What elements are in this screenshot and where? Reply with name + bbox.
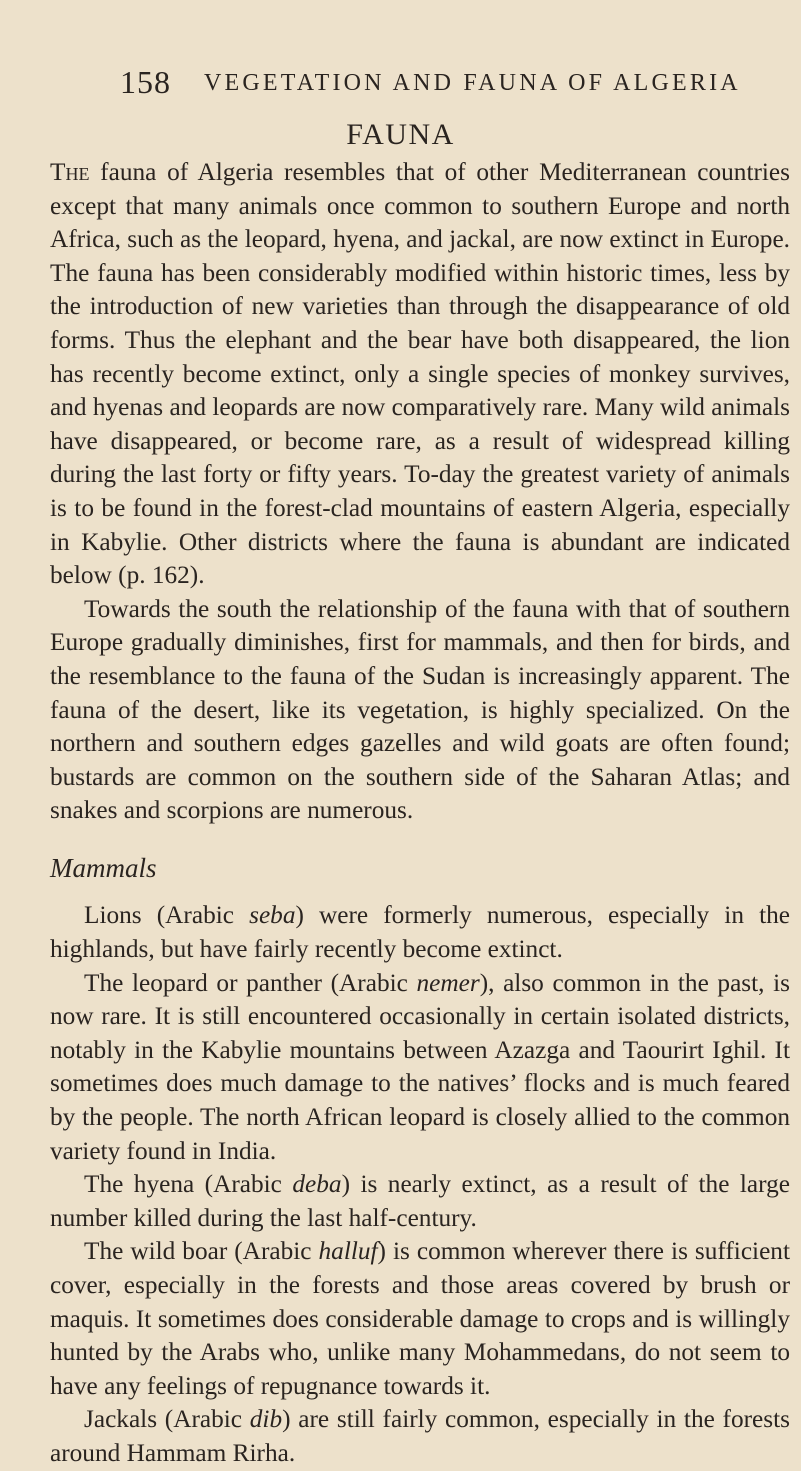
- paragraph-hyena: The hyena (Arabic deba) is nearly extinct, as a result of the large number killed during the last half-century.: [50, 1170, 790, 1232]
- paragraph-leopard: The leopard or panther (Arabic nemer), also common in the past, is now rare. It is still encountered occasionally in certain isolated districts, notably in the Kabylie mountains between Azazga and Taourirt Ighil. It sometimes does much damage to the natives’ flocks and is much feared by the people. The north African leopard is closely allied to the common variety found in India.: [50, 968, 790, 1165]
- page-number: 158: [120, 64, 171, 100]
- arabic-term: seba: [249, 901, 296, 930]
- arabic-term: deba: [292, 1170, 342, 1199]
- opening-word: The: [50, 158, 90, 186]
- intro-paragraph-2: Towards the south the relationship of the fauna with that of southern Europe gradually diminishes, first for mammals, and then for birds, and the resemblance to the fauna of the Sudan is increasingly apparent. The fauna of the desert, like its vegetation, is highly specialized. On the northern and southern edges gazelles and wild goats are often found; bustards are common on the southern side of the Saharan Atlas; and snakes and scorpions are numerous.: [50, 594, 790, 825]
- running-header: [120, 64, 791, 104]
- arabic-term: dib: [249, 1405, 283, 1434]
- body-text: [50, 156, 790, 1471]
- intro-paragraph-1-text: fauna of Algeria resembles that of other Mediterranean countries except that many animals once common to southern Europe and north Africa, such as the leopard, hyena, and jackal, are now extinct in Europe. The fauna has been considerably modified within historic times, less by the introduction of new varieties than through the disappearance of old forms. Thus the elephant and the bear have both disappeared, the lion has recently become extinct, only a single species of monkey survives, and hyenas and leopards are now comparatively rare. Many wild animals have disappeared, or become rare, as a result of widespread killing during the last forty or fifty years. To-day the greatest variety of animals is to be found in the forest-clad mountains of eastern Algeria, especially in Kabylie. Other districts where the fauna is abundant are indicated below (p. 162).: [50, 158, 790, 590]
- arabic-term: halluf: [318, 1237, 378, 1266]
- intro-paragraph-1: [50, 156, 790, 593]
- section-title: FAUNA: [346, 118, 455, 151]
- paragraph-jackals: Jackals (Arabic dib) are still fairly common, especially in the forests around Hammam Rirha.: [50, 1405, 790, 1467]
- running-title: VEGETATION AND FAUNA OF ALGERIA: [204, 70, 741, 96]
- paragraph-lions: Lions (Arabic seba) were formerly numerous, especially in the highlands, but have fairly recently become extinct.: [50, 901, 790, 964]
- arabic-term: nemer: [416, 968, 480, 997]
- mammals-heading: Mammals: [50, 852, 157, 883]
- paragraph-wild-boar: The wild boar (Arabic halluf) is common wherever there is sufficient cover, especially in the forests and those areas covered by brush or maquis. It sometimes does considerable damage to crops and is willingly hunted by the Arabs who, unlike many Mohammedans, do not seem to have any feelings of repugnance towards it.: [50, 1237, 790, 1400]
